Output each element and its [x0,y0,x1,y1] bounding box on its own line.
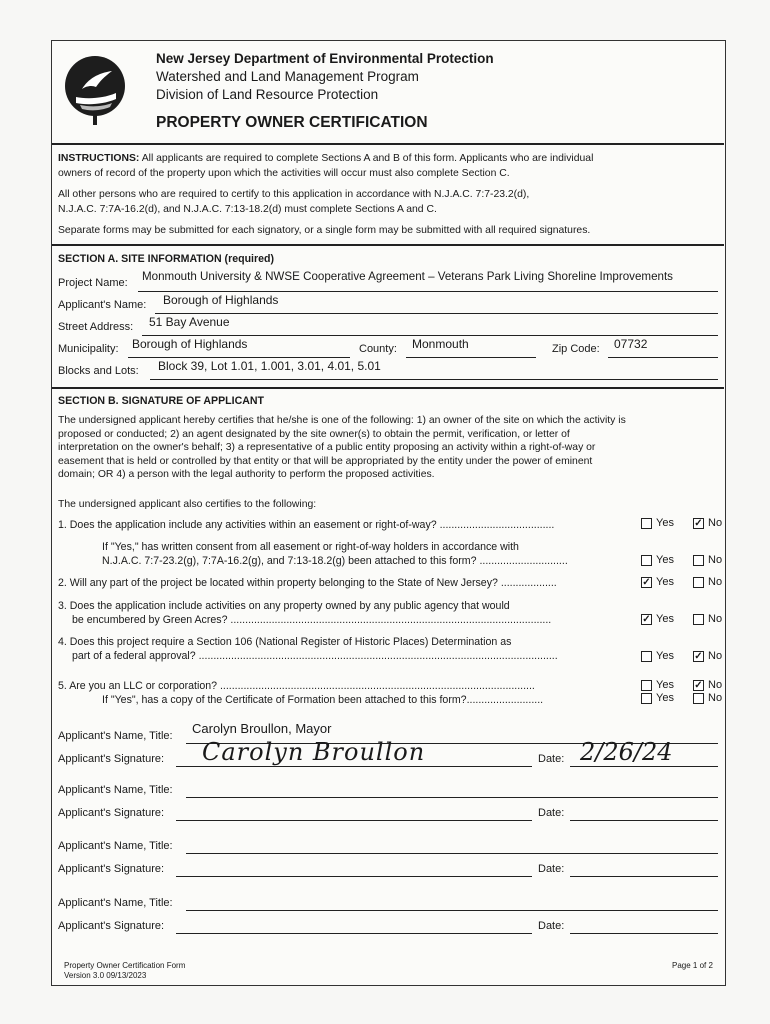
date-label: Date: [538,807,565,819]
q5a-no-checkbox[interactable] [693,693,704,704]
county-field[interactable]: Monmouth [412,337,469,351]
signature-label: Applicant's Signature: [58,753,165,765]
street-address-label: Street Address: [58,321,134,333]
question-1a-line1: If "Yes," has written consent from all easement or right-of-way holders in accordance with [102,541,519,553]
yes-label: Yes [656,576,674,588]
no-label: No [708,679,723,691]
cert-line: easement that is held or controlled by that entity or that will be appropriated by the entity under the power of eminent [58,455,593,467]
q3-no-checkbox[interactable] [693,614,704,625]
signature-label: Applicant's Signature: [58,920,165,932]
yes-label: Yes [656,650,674,662]
q1-yes-checkbox[interactable] [641,518,652,529]
date-field[interactable] [570,876,718,877]
blocks-lots-field[interactable]: Block 39, Lot 1.01, 1.001, 3.01, 4.01, 5.01 [158,359,381,373]
no-label: No [708,576,723,588]
form-name: Property Owner Certification Form [64,961,186,970]
form-version: Version 3.0 09/13/2023 [64,971,147,980]
instructions-p2b: N.J.A.C. 7:7A-16.2(d), and N.J.A.C. 7:13-18.2(d) must complete Sections A and C. [58,204,437,215]
q3-yes-checkbox[interactable]: ✓ [642,614,651,625]
divider [52,387,724,389]
date-label: Date: [538,753,565,765]
question-4-line2: part of a federal approval? .......................................................................................................................... [72,650,558,662]
program-name: Watershed and Land Management Program [156,69,419,84]
dept-name: New Jersey Department of Environmental Protection [156,51,494,66]
municipality-label: Municipality: [58,343,119,355]
q4-yes-checkbox[interactable] [641,651,652,662]
question-3-line2: be encumbered by Green Acres? ............................................................................................................. [72,614,552,626]
date-label: Date: [538,920,565,932]
cert-line: The undersigned applicant hereby certifies that he/she is one of the following: 1) an owner of the site on which the activity is [58,415,626,426]
section-b-title: SECTION B. SIGNATURE OF APPLICANT [58,395,264,407]
name-title-field[interactable]: Carolyn Broullon, Mayor [192,721,332,736]
name-title-field[interactable] [186,797,718,798]
applicant-name-label: Applicant's Name: [58,299,147,311]
project-name-field[interactable]: Monmouth University & NWSE Cooperative Agreement – Veterans Park Living Shoreline Improvements [142,270,673,283]
date-field[interactable] [570,820,718,821]
also-certifies-text: The undersigned applicant also certifies to the following: [58,499,317,510]
name-title-label: Applicant's Name, Title: [58,897,173,909]
blocks-lots-label: Blocks and Lots: [58,365,139,377]
instructions-lead: INSTRUCTIONS: [58,153,140,164]
yes-label: Yes [656,679,674,691]
instructions [58,151,718,238]
q2-no-checkbox[interactable] [693,577,704,588]
cert-line: proposed or conducted; 2) an agent designated by the site owner(s) to obtain the permit, verification, or letter of [58,428,570,440]
form-page [51,40,726,986]
question-4-line1: 4. Does this project require a Section 106 (National Register of Historic Places) Determination as [58,636,512,648]
cert-line: domain; OR 4) a person with the legal authority to perform the proposed activities. [58,469,435,481]
certification-text [58,414,720,482]
question-5-line1: 5. Are you an LLC or corporation? ........................................................................................................... [58,680,535,692]
divider [52,244,724,246]
question-5a: If "Yes", has a copy of the Certificate of Formation been attached to this form?.......................... [102,694,544,706]
question-1: 1. Does the application include any activities within an easement or right-of-way? ....................................... [58,519,555,531]
signature-field[interactable] [176,820,532,821]
county-label: County: [359,343,397,355]
name-title-label: Applicant's Name, Title: [58,784,173,796]
question-3-line1: 3. Does the application include activities on any property owned by any public agency that would [58,600,510,612]
q5-no-checkbox[interactable]: ✓ [694,680,703,691]
signature-label: Applicant's Signature: [58,807,165,819]
no-label: No [708,517,723,529]
njdep-logo [62,53,128,125]
page-number: Page 1 of 2 [672,961,713,970]
municipality-field[interactable]: Borough of Highlands [132,337,248,351]
date-label: Date: [538,863,565,875]
division-name: Division of Land Resource Protection [156,87,379,102]
q4-no-checkbox[interactable]: ✓ [694,651,703,662]
no-label: No [708,554,723,566]
question-1a-line2: N.J.A.C. 7:7-23.2(g), 7:7A-16.2(g), and 7:13-18.2(g) been attached to this form? .............................. [102,555,568,567]
date-field[interactable] [570,933,718,934]
signature-field[interactable] [176,933,532,934]
yes-label: Yes [656,554,674,566]
form-title: PROPERTY OWNER CERTIFICATION [156,114,428,131]
q5a-yes-checkbox[interactable] [641,693,652,704]
name-title-label: Applicant's Name, Title: [58,730,173,742]
section-a-title: SECTION A. SITE INFORMATION (required) [58,253,274,265]
signature-field[interactable] [176,876,532,877]
q1-no-checkbox[interactable]: ✓ [694,518,703,529]
applicant-signature[interactable]: Carolyn Broullon [202,738,426,766]
signature-label: Applicant's Signature: [58,863,165,875]
no-label: No [708,692,723,704]
q1a-yes-checkbox[interactable] [641,555,652,566]
zip-field[interactable]: 07732 [614,337,648,351]
cert-line: interpretation on the owner's behalf; 3) a representative of a public entity proposing an activity within a right-of-way or [58,442,596,454]
name-title-label: Applicant's Name, Title: [58,840,173,852]
question-2: 2. Will any part of the project be located within property belonging to the State of New Jersey? ................... [58,577,557,589]
applicant-name-field[interactable]: Borough of Highlands [163,293,279,307]
no-label: No [708,650,723,662]
divider [52,143,724,145]
name-title-field[interactable] [186,910,718,911]
no-label: No [708,613,723,625]
instructions-p3: Separate forms may be submitted for each signatory, or a single form may be submitted with all required signatures. [58,225,591,236]
signed-date[interactable]: 2/26/24 [580,738,673,766]
yes-label: Yes [656,613,674,625]
yes-label: Yes [656,517,674,529]
zip-label: Zip Code: [552,343,600,355]
instructions-p2a: All other persons who are required to certify to this application in accordance with N.J.A.C. 7:7-23.2(d), [58,189,530,200]
q1a-no-checkbox[interactable] [693,555,704,566]
project-name-label: Project Name: [58,277,128,289]
instructions-p1b: owners of record of the property upon which the activities will occur must also complete Section C. [58,168,510,179]
yes-label: Yes [656,692,674,704]
instructions-p1a: All applicants are required to complete Sections A and B of this form. Applicants who are individual [141,153,594,164]
q2-yes-checkbox[interactable]: ✓ [642,577,651,588]
name-title-field[interactable] [186,853,718,854]
street-address-field[interactable]: 51 Bay Avenue [149,315,230,329]
footer-left [64,961,185,981]
q5-yes-checkbox[interactable] [641,680,652,691]
